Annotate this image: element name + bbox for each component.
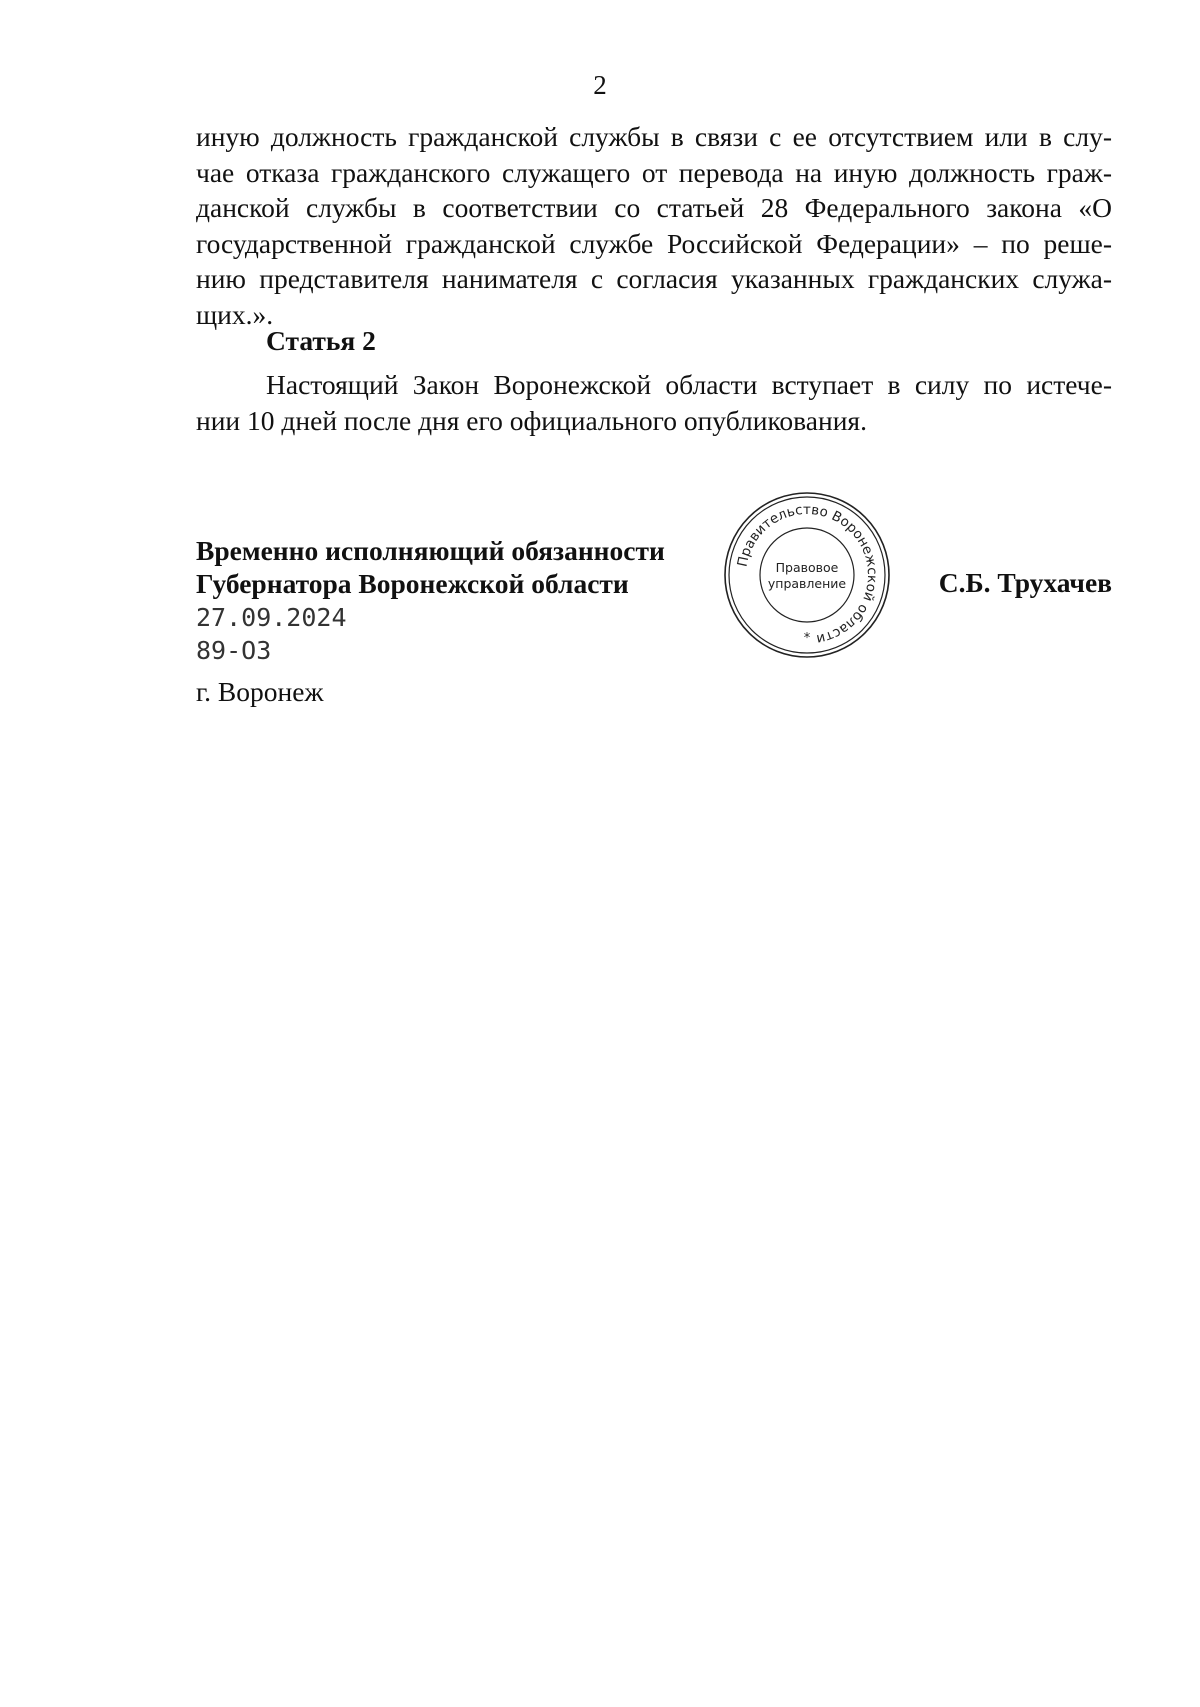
signer-position-line1: Временно исполняющий обязанности [196, 535, 665, 566]
law-date: 27.09.2024 [196, 603, 347, 632]
stamp-inner-ring [760, 528, 854, 622]
article-title: Статья 2 [266, 325, 376, 356]
signature-block [196, 534, 665, 708]
text-line: нии 10 дней после дня его официального опубликования. [196, 404, 867, 436]
official-seal-stamp [722, 490, 892, 660]
text-line: данской службы в соответствии со статьей 28 Федерального закона «О [196, 192, 1112, 223]
text-line: нию представителя нанимателя с согласия указанных гражданских служа- [196, 263, 1112, 294]
stamp-center-line2: управление [767, 576, 847, 591]
text-line: иную должность гражданской службы в связи с ее отсутствием или в слу- [196, 121, 1112, 152]
law-number: 89-ОЗ [196, 636, 272, 665]
text-line: щих.». [196, 298, 274, 330]
stamp-star-icon: * [803, 631, 811, 646]
article-text [196, 367, 1112, 438]
paragraph-continuation [196, 119, 1112, 332]
stamp-ring-text: Правительство Воронежской области [734, 501, 881, 648]
signer-name: С.Б. Трухачев [938, 567, 1112, 598]
text-line: чае отказа гражданского служащего от перевода на иную должность граж- [196, 156, 1112, 188]
city: г. Воронеж [196, 676, 324, 707]
text-line: Настоящий Закон Воронежской области вступает в силу по истече- [266, 369, 1112, 400]
stamp-center-line1: Правовое [775, 560, 839, 575]
text-line: государственной гражданской службе Российской Федерации» – по реше- [196, 227, 1112, 259]
signer-position-line2: Губернатора Воронежской области [196, 568, 629, 599]
page-number: 2 [593, 70, 607, 100]
stamp-outer-ring-inner [729, 497, 885, 653]
